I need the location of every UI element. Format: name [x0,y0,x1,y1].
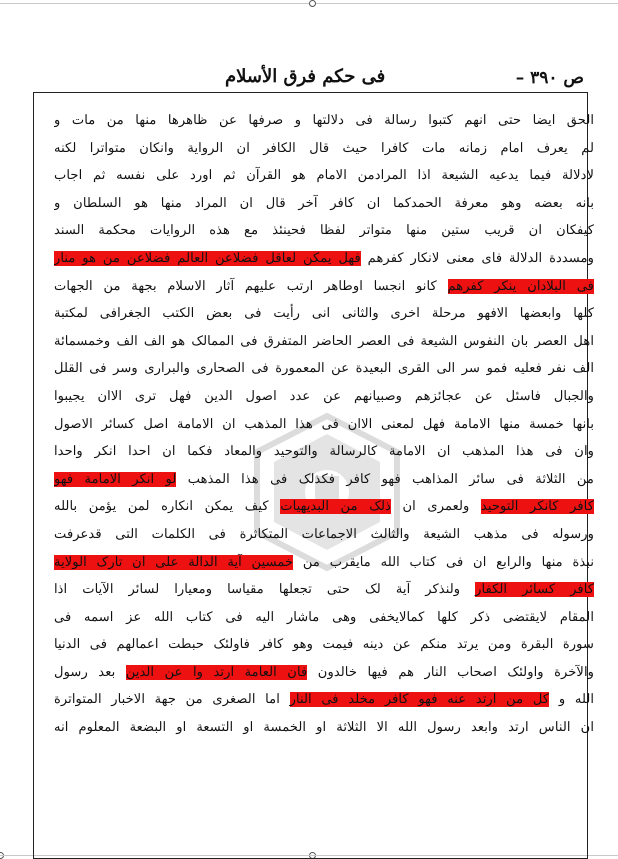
text-segment: اما الصغری من جهة الاخبار المتواترة [54,692,290,708]
highlighted-text: فی البلادان ینکر کفرهم [447,278,594,294]
text-segment: من الثلاثة فی سائر المذاهب فهو کافر فکذلک فی هذا المذهب [176,471,594,487]
text-line [54,466,594,494]
text-line [54,686,594,714]
text-segment: کانو انجسا اوطاهر ارتب علیهم آثار الاسلام بجهة من الجهات [54,278,448,294]
highlighted-text: فهل یمکن لعاقل فضلاعن العالم فضلاعن من هو منار [54,250,361,266]
text-segment: بانها خمسة منها الامامة فهل لمعنی الاان فی هذا المذهب ان الامامة اصل کسائر الاصول [54,416,594,432]
text-line [54,631,594,659]
body-text [54,107,594,742]
text-segment: الف نفر فعلیه فمو سر الی القری البعیدة عن المعمورة فی الصحاری والبراری وسر فی القلل [54,361,594,377]
highlighted-text: فان العامة ارتد وا عن الدین [125,664,308,680]
text-segment: سورة البقرة ومن یرتد منکم عن دینه فیمت وهو کافر فاولئک حبطت اعمالهم فی الدنیا [54,637,594,653]
highlighted-text: خمسین آیة الدالة علی ان تارک الولایة [54,554,294,570]
text-segment: المقام لایقتضی ذکر کلها کمالایخفی وهی ماشار الیه فی کتاب الله عز اسمه فی [54,609,594,625]
highlighted-text: کافر کسائر الکفار [475,582,594,598]
text-line [54,355,594,383]
text-line [54,245,594,273]
text-line [54,411,594,439]
text-segment: بانه بعضه وهو معرفة الحمدکما ان کافر آخر قال ان المراد منها هو السلطان و [54,195,594,211]
text-segment: بعد رسول [54,664,126,680]
running-title: فی حکم فرق الأسلام [225,66,386,87]
text-segment: ان الناس ارتد وابعد رسول الله الا الثلاثة او الخمسة او التسعة او البضعة المعلوم انه [54,720,594,736]
text-line [54,300,594,328]
text-line [54,604,594,632]
text-line [54,328,594,356]
text-line [54,576,594,604]
text-segment: والآخرة واولئک اصحاب النار هم فیها خالدون [307,664,594,680]
text-line [54,521,594,549]
text-segment: ولعمری ان [390,499,481,515]
text-segment: لم یعرف امام زمانه مات کافرا حیث قال الکافر ان الروایة وانکان متواترا لکنه [54,140,594,156]
text-segment: نبذة منها والرابع ان فی کتاب الله مایقرب من [293,554,594,570]
text-line [54,135,594,163]
text-segment: ومسددة الدلالة فای معنی لانکار کفرهم [360,250,594,266]
top-drag-handle[interactable] [309,0,316,7]
text-line [54,190,594,218]
text-segment: وان فی هذا المذهب ان الامامة کالرسالة والتوحید والمعاد فکما ان احدا انکر واحدا [54,444,594,460]
highlighted-text: کافر کانکر التوحید [480,499,594,515]
text-line [54,714,594,742]
text-line [54,273,594,301]
text-line [54,549,594,577]
scanned-page [20,62,602,859]
highlighted-text: ذلک من البدیهیات [280,499,391,515]
text-line [54,107,594,135]
text-line [54,383,594,411]
text-segment: الله و [549,692,594,708]
text-segment: لادلالة فیما یدعیه الشیعة اذا المرادمن الامام هو القرآن ثم اورد علی نفسه ثم اجاب [54,168,594,184]
highlighted-text: کل من ارتد عنه فهو کافر مخلد فی النار [289,692,550,708]
page-header [20,62,602,92]
text-segment: اهل العصر بان النفوس الشیعة فی العصر الحاضر المتفرق فی الممالک هو الف الف وخمسمائة [54,333,594,349]
page-number: ص ۳۹۰ – [515,68,584,88]
text-segment: ورسوله فی مذهب الشیعة والثالث الاجماعات المتکاثرة فی الکلمات التی قدعرفت [54,526,594,542]
text-segment: کیفکان ان قریب ستین منها متواتر لفظا فحینئذ مع هذه الروایات محکمة السند [54,223,594,239]
text-segment: ولنذکر آیة لک حتی تجعلها مقیاسا ومعیارا لسائر الآیات اذا [54,582,476,598]
text-segment: والجبال فاسئل عن عجائزهم وصبیانهم عن عدد اصول الدین فهل تری الاان یجیبوا [54,388,594,404]
text-line [54,217,594,245]
text-segment: کلها وابعضها الافهو مرحلة اخری والثانی انی رأیت فی بعض الکتب الجغرافی لمکتبة [54,306,594,322]
text-line [54,659,594,687]
highlighted-text: لو انکر الامامة فهو [54,471,177,487]
text-line [54,162,594,190]
text-line [54,438,594,466]
text-line [54,493,594,521]
text-segment: کیف یمکن انکاره لمن یؤمن بالله [54,499,281,515]
text-segment: الحق ایضا حتی انهم کتبوا رسالة فی دلالتها و صرفها عن ظاهرها منها من مات و [54,113,594,128]
